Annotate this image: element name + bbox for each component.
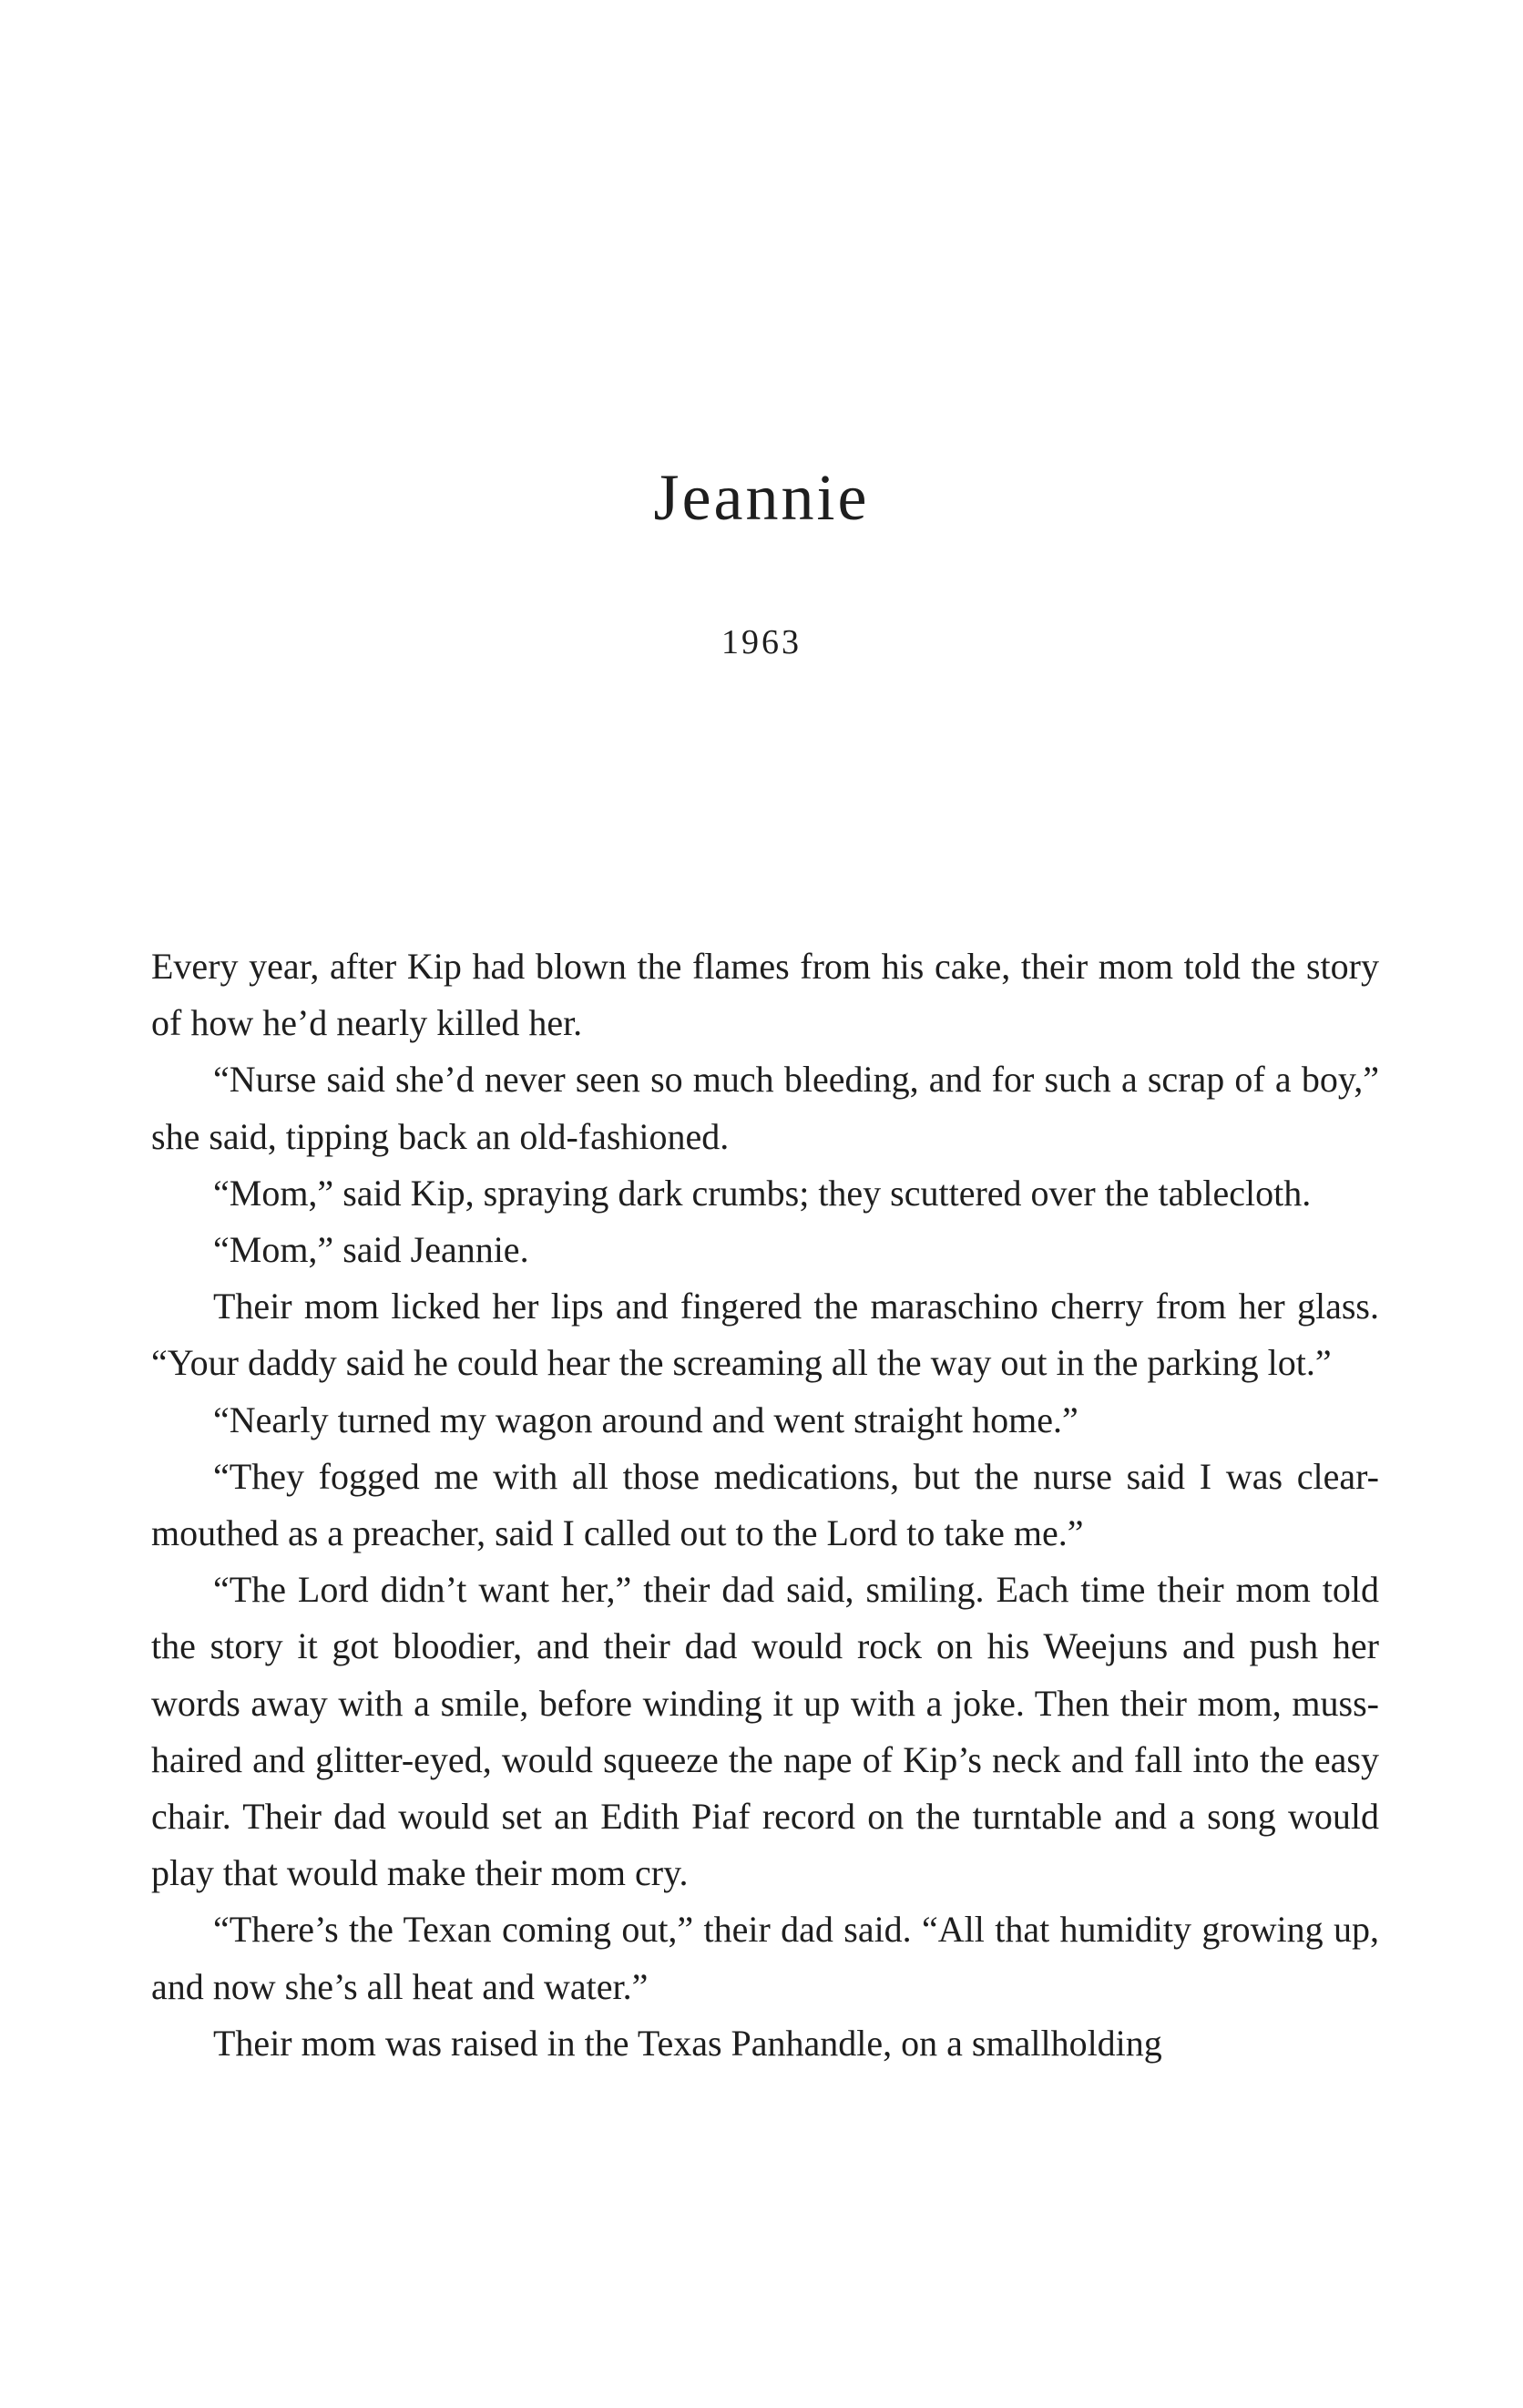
paragraph: “The Lord didn’t want her,” their dad said, smiling. Each time their mom told the story it got bloodier, and their dad would rock on his Weejuns and push her words away with a smile, before winding it up with a joke. Then their mom, muss-haired and glitter-eyed, would squeeze the nape of Kip’s neck and fall into the easy chair. Their dad would set an Edith Piaf record on the turntable and a song would play that would make their mom cry. bbox=[151, 1569, 1379, 1894]
paragraph: “Nearly turned my wagon around and went straight home.” bbox=[213, 1399, 1078, 1440]
paragraph: “Mom,” said Jeannie. bbox=[213, 1229, 529, 1271]
paragraph: Their mom licked her lips and fingered the maraschino cherry from her glass. “Your daddy said he could hear the screaming all the way out in the parking lot.” bbox=[151, 1286, 1379, 1384]
paragraph: Every year, after Kip had blown the flames from his cake, their mom told the story of how he’d nearly killed her. bbox=[151, 946, 1379, 1044]
chapter-year: 1963 bbox=[721, 623, 802, 661]
paragraph: “There’s the Texan coming out,” their dad said. “All that humidity growing up, and now she’s all heat and water.” bbox=[151, 1909, 1379, 2007]
chapter-title: Jeannie bbox=[653, 461, 870, 534]
body-text bbox=[151, 938, 1379, 2072]
paragraph: “Mom,” said Kip, spraying dark crumbs; they scuttered over the tablecloth. bbox=[213, 1172, 1312, 1214]
paragraph: Their mom was raised in the Texas Panhandle, on a smallholding bbox=[213, 2022, 1162, 2064]
paragraph: “They fogged me with all those medications, but the nurse said I was clear-mouthed as a preacher, said I called out to the Lord to take me.” bbox=[151, 1455, 1379, 1554]
paragraph: “Nurse said she’d never seen so much bleeding, and for such a scrap of a boy,” she said, tipping back an old-fashioned. bbox=[151, 1059, 1379, 1157]
